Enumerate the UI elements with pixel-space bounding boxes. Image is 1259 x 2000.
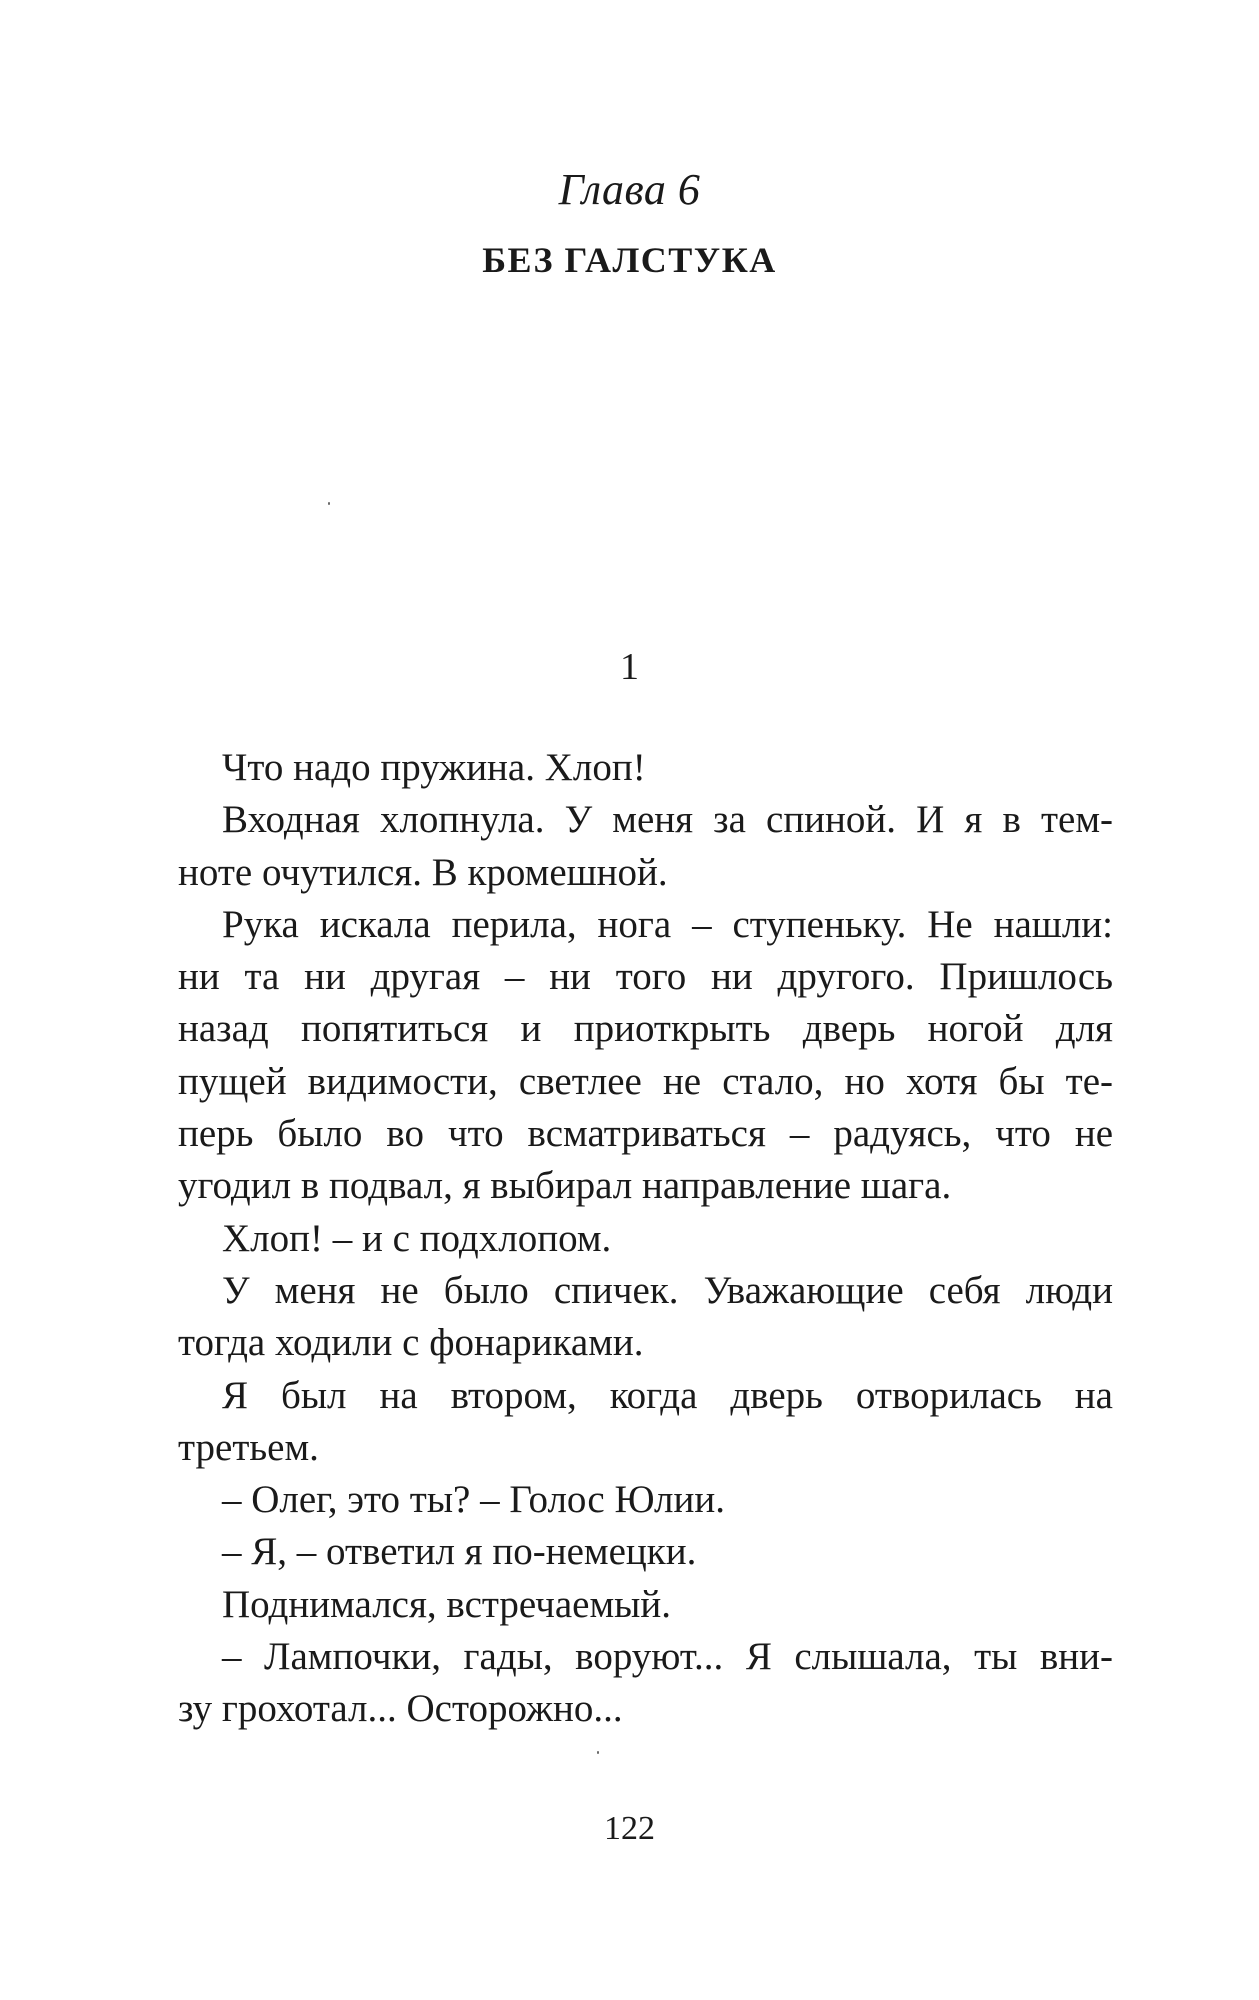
text-line: ноте очутился. В кромешной. bbox=[178, 850, 668, 894]
text-line: назад попятиться и приоткрыть дверь ногой для bbox=[178, 1007, 1113, 1051]
text-line: Что надо пружина. Хлоп! bbox=[222, 746, 646, 789]
text-line: Хлоп! – и с подхлопом. bbox=[222, 1216, 612, 1260]
text-line: – Я, – ответил я по-немецки. bbox=[222, 1530, 697, 1574]
page-number: 122 bbox=[604, 1810, 655, 1847]
text-line: Я был на втором, когда дверь отворилась на bbox=[222, 1373, 1113, 1417]
print-speck bbox=[597, 1751, 599, 1754]
text-line: третьем. bbox=[178, 1425, 319, 1469]
text-line: перь было во что всматриваться – радуясь, что не bbox=[178, 1112, 1113, 1156]
text-line: угодил в подвал, я выбирал направление шага. bbox=[178, 1164, 952, 1208]
chapter-label: Глава 6 bbox=[558, 165, 701, 214]
body-text bbox=[178, 742, 1113, 1736]
text-line: ни та ни другая – ни того ни другого. Пришлось bbox=[178, 955, 1113, 999]
text-line: – Олег, это ты? – Голос Юлии. bbox=[222, 1478, 725, 1522]
section-number: 1 bbox=[620, 646, 639, 688]
text-line: пущей видимости, светлее не стало, но хотя бы те- bbox=[178, 1059, 1113, 1103]
text-line: Входная хлопнула. У меня за спиной. И я в тем- bbox=[222, 798, 1113, 842]
text-line: Поднимался, встречаемый. bbox=[222, 1582, 671, 1626]
text-line: тогда ходили с фонариками. bbox=[178, 1321, 644, 1365]
text-line: зу грохотал... Осторожно... bbox=[178, 1687, 623, 1731]
print-speck bbox=[328, 502, 330, 505]
text-line: У меня не было спичек. Уважающие себя люди bbox=[222, 1268, 1113, 1312]
text-line: – Лампочки, гады, воруют... Я слышала, ты вни- bbox=[222, 1635, 1113, 1679]
chapter-title: БЕЗ ГАЛСТУКА bbox=[482, 240, 777, 280]
text-line: Рука искала перила, нога – ступеньку. Не нашли: bbox=[222, 902, 1113, 946]
